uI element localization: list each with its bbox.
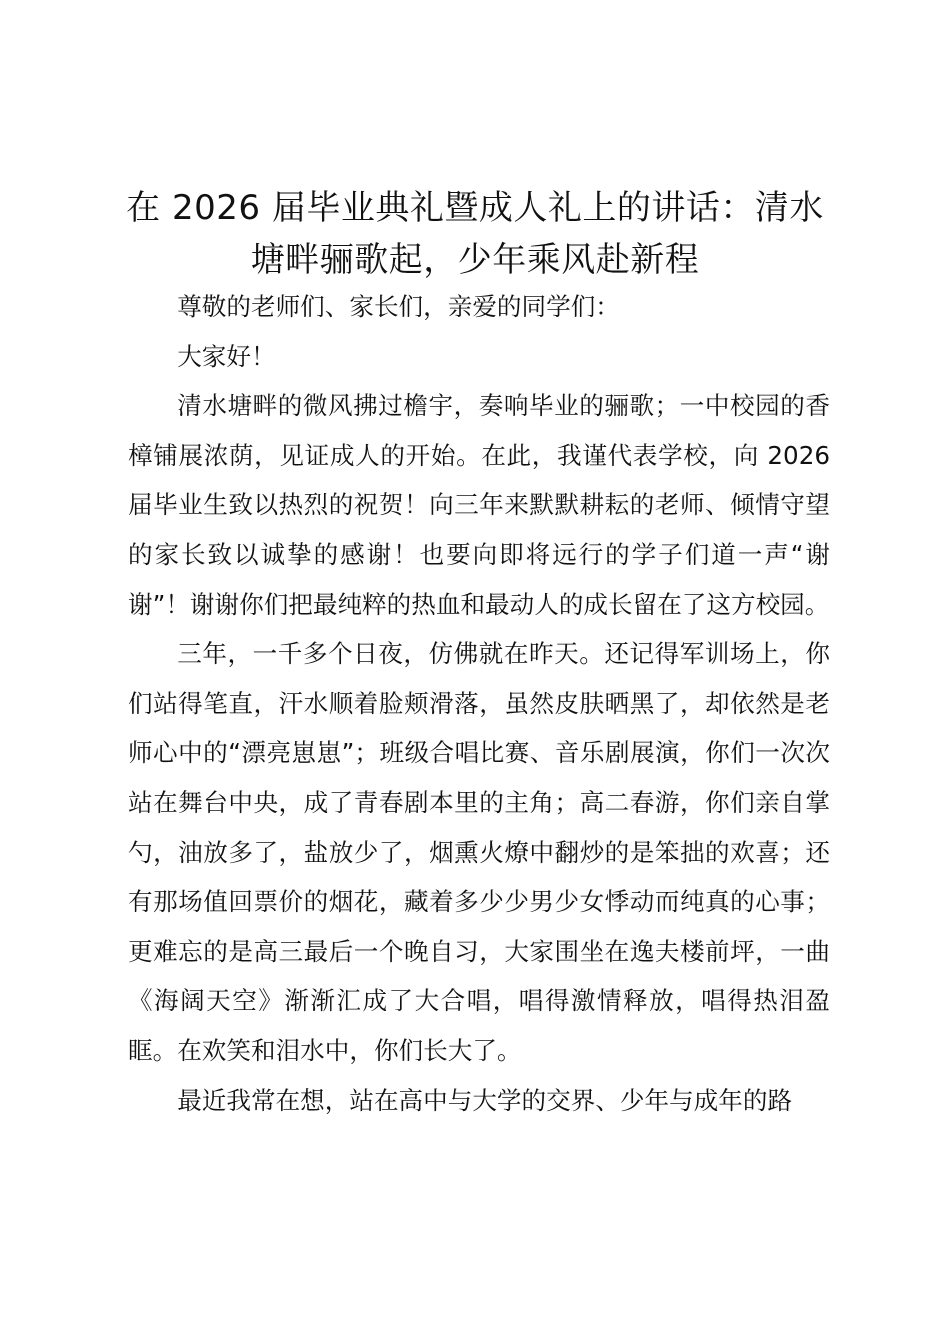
salutation-paragraph: 尊敬的老师们、家长们，亲爱的同学们： [177,292,620,321]
document-body [128,282,830,1125]
document-title: 在 2026 届毕业典礼暨成人礼上的讲话：清水塘畔骊歌起，少年乘风赴新程 [126,188,824,280]
body-paragraph: 清水塘畔的微风拂过檐宇，奏响毕业的骊歌；一中校园的香樟铺展浓荫，见证成人的开始。在此，我谨代表学校，向 2026 届毕业生致以热烈的祝贺！向三年来默默耕耘的老师、倾情守望的家长致以诚挚的感谢！也要向即将远行的学子们道一声“谢谢”！谢谢你们把最纯粹的热血和最动人的成长留在了这方校园。 [128,391,830,619]
body-paragraph: 三年，一千多个日夜，仿佛就在昨天。还记得军训场上，你们站得笔直，汗水顺着脸颊滑落，虽然皮肤晒黑了，却依然是老师心中的“漂亮崽崽”；班级合唱比赛、音乐剧展演，你们一次次站在舞台中央，成了青春剧本里的主角；高二春游，你们亲自掌勺，油放多了，盐放少了，烟熏火燎中翻炒的是笨拙的欢喜；还有那场值回票价的烟花，藏着多少少男少女悸动而纯真的心事；更难忘的是高三最后一个晚自习，大家围坐在逸夫楼前坪，一曲《海阔天空》渐渐汇成了大合唱，唱得激情释放，唱得热泪盈眶。在欢笑和泪水中，你们长大了。 [128,639,830,1065]
greeting-paragraph: 大家好！ [177,341,276,371]
body-paragraph: 最近我常在想，站在高中与大学的交界、少年与成年的路 [177,1085,793,1115]
